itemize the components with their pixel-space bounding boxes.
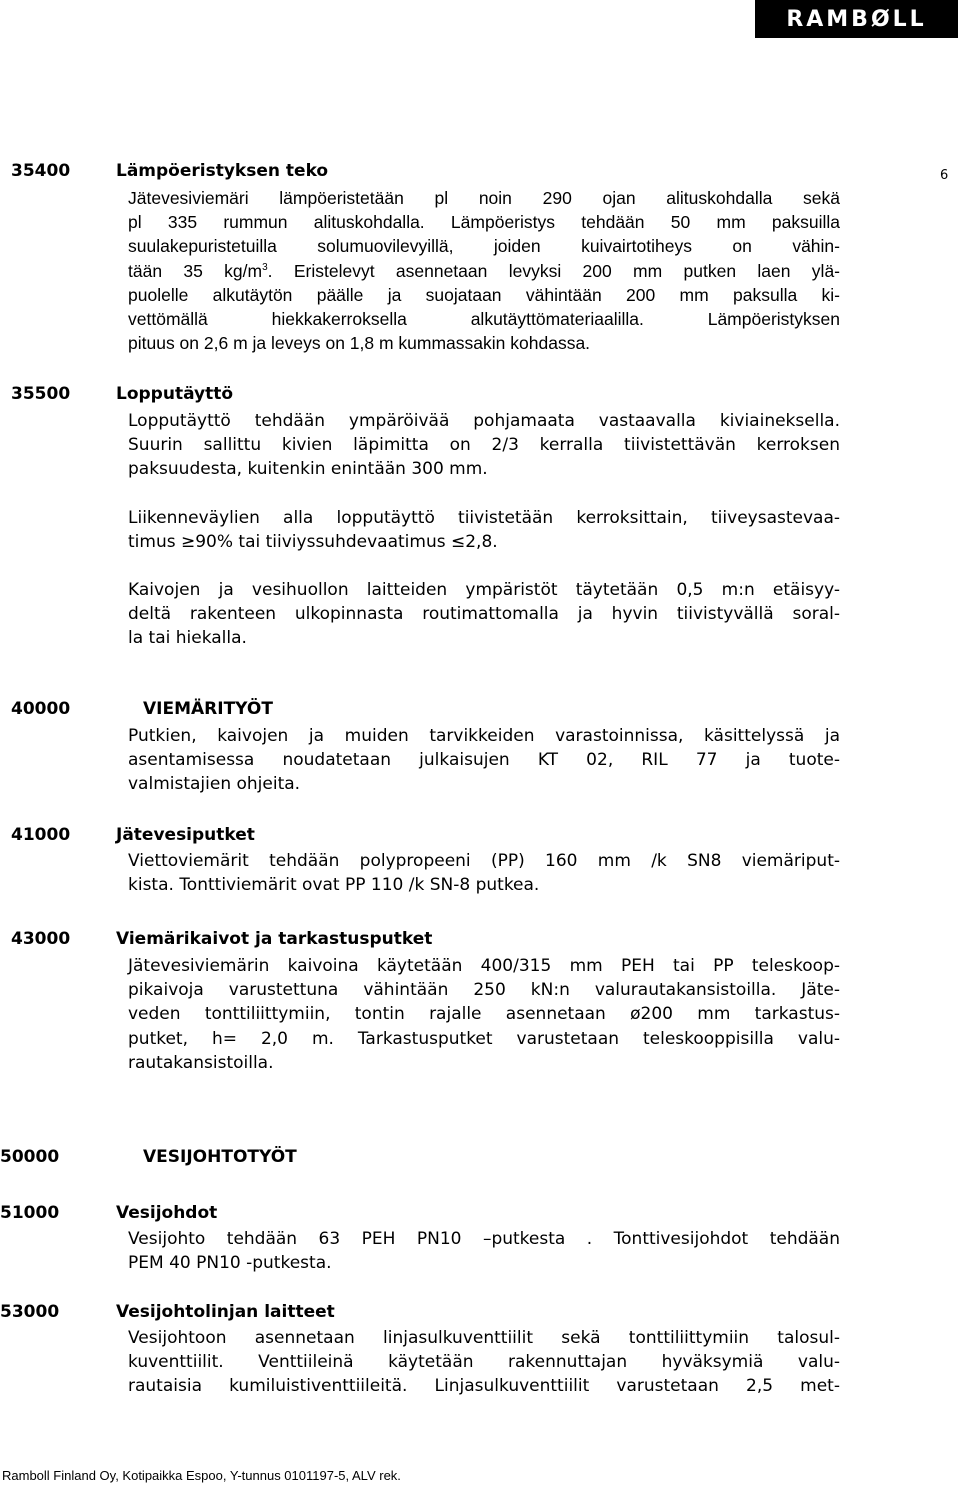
section-body-51000 bbox=[128, 1227, 840, 1275]
section-body-35500-p2 bbox=[128, 506, 840, 554]
text-line: deltä rakenteen ulkopinnasta routimattomalla ja hyvin tiivistyvällä soral- bbox=[128, 604, 840, 625]
section-title-41000: Jätevesiputket bbox=[116, 825, 255, 845]
text-line: PEM 40 PN10 -putkesta. bbox=[128, 1253, 332, 1274]
section-title-53000: Vesijohtolinjan laitteet bbox=[116, 1302, 335, 1322]
footer-company-info: Ramboll Finland Oy, Kotipaikka Espoo, Y-tunnus 0101197-5, ALV rek. bbox=[2, 1468, 401, 1483]
section-number-53000: 53000 bbox=[0, 1302, 60, 1322]
text-line: Viettoviemärit tehdään polypropeeni (PP) 160 mm /k SN8 viemäriput- bbox=[128, 851, 840, 871]
text-line: Kaivojen ja vesihuollon laitteiden ympäristöt täytetään 0,5 m:n etäisyy- bbox=[128, 580, 840, 600]
text-line: vettömällä hiekkakerroksella alkutäyttömateriaalilla. Lämpöeristyksen bbox=[128, 309, 840, 330]
text-line: asentamisessa noudatetaan julkaisujen KT 02, RIL 77 ja tuote- bbox=[128, 750, 840, 771]
text-line: timus ≥90% tai tiiviyssuhdevaatimus ≤2,8. bbox=[128, 532, 498, 553]
text-line: la tai hiekalla. bbox=[128, 628, 247, 649]
text-line: pl 335 rummun alituskohdalla. Lämpöeristys tehdään 50 mm paksuilla bbox=[128, 212, 840, 233]
section-body-53000 bbox=[128, 1326, 840, 1399]
section-number-35500: 35500 bbox=[11, 384, 71, 404]
text-line bbox=[128, 259, 840, 283]
text-line: Lopputäyttö tehdään ympäröivää pohjamaata vastaavalla kiviaineksella. bbox=[128, 411, 840, 431]
page-number: 6 bbox=[940, 168, 949, 183]
section-title-50000: VESIJOHTOTYÖT bbox=[143, 1147, 297, 1167]
section-body-35500-p1 bbox=[128, 409, 840, 482]
section-body-35500-p3 bbox=[128, 578, 840, 651]
section-number-35400: 35400 bbox=[11, 161, 71, 181]
text-line: Suurin sallittu kivien läpimitta on 2/3 kerralla tiivistettävän kerroksen bbox=[128, 435, 840, 456]
text-line: kista. Tonttiviemärit ovat PP 110 /k SN-8 putkea. bbox=[128, 875, 540, 896]
superscript: 3 bbox=[262, 261, 268, 273]
section-number-40000: 40000 bbox=[11, 699, 71, 719]
text-line: Vesijohto tehdään 63 PEH PN10 –putkesta . Tonttivesijohdot tehdään bbox=[128, 1229, 840, 1249]
text-line: Putkien, kaivojen ja muiden tarvikkeiden varastoinnissa, käsittelyssä ja bbox=[128, 726, 840, 746]
text-line: suulakepuristetuilla solumuovilevyillä, joiden kuivairtotiheys on vähin- bbox=[128, 236, 840, 257]
text-line: pituus on 2,6 m ja leveys on 1,8 m kummassakin kohdassa. bbox=[128, 333, 591, 354]
section-body-43000 bbox=[128, 954, 840, 1075]
text-line: valmistajien ohjeita. bbox=[128, 774, 301, 795]
section-title-35500: Lopputäyttö bbox=[116, 384, 234, 404]
section-title-40000: VIEMÄRITYÖT bbox=[143, 699, 273, 719]
section-title-51000: Vesijohdot bbox=[116, 1203, 218, 1223]
section-body-40000 bbox=[128, 724, 840, 797]
text-line: kuventtiilit. Venttiileinä käytetään rakennuttajan hyväksymiä valu- bbox=[128, 1352, 840, 1373]
text-line: rautakansistoilla. bbox=[128, 1052, 274, 1073]
section-number-43000: 43000 bbox=[11, 929, 71, 949]
text-line: paksuudesta, kuitenkin enintään 300 mm. bbox=[128, 459, 488, 480]
text-line: Liikenneväylien alla lopputäyttö tiivistetään kerroksittain, tiiveysastevaa- bbox=[128, 508, 840, 528]
text-fragment: . Eristelevyt asennetaan levyksi 200 mm putken laen ylä- bbox=[267, 260, 841, 281]
section-title-35400: Lämpöeristyksen teko bbox=[116, 161, 329, 181]
section-number-41000: 41000 bbox=[11, 825, 71, 845]
text-line: putket, h= 2,0 m. Tarkastusputket varustetaan teleskooppisilla valu- bbox=[128, 1028, 840, 1049]
text-fragment: tään 35 kg/m bbox=[128, 260, 263, 281]
text-line: Jätevesiviemäri lämpöeristetään pl noin 290 ojan alituskohdalla sekä bbox=[128, 188, 840, 208]
text-line: Jätevesiviemärin kaivoina käytetään 400/315 mm PEH tai PP teleskoop- bbox=[128, 956, 840, 976]
text-line: veden tonttiliittymiin, tontin rajalle asennetaan ø200 mm tarkastus- bbox=[128, 1004, 840, 1025]
text-line: puolelle alkutäytön päälle ja suojataan vähintään 200 mm paksulla ki- bbox=[128, 284, 840, 305]
section-number-51000: 51000 bbox=[0, 1203, 60, 1223]
text-line: Vesijohtoon asennetaan linjasulkuventtiilit sekä tonttiliittymiin talosul- bbox=[128, 1328, 840, 1348]
section-number-50000: 50000 bbox=[0, 1147, 60, 1167]
section-body-35400 bbox=[128, 186, 840, 355]
text-line: pikaivoja varustettuna vähintään 250 kN:n valurautakansistoilla. Jäte- bbox=[128, 980, 840, 1001]
text-line: rautaisia kumiluistiventtiileitä. Linjasulkuventtiilit varustetaan 2,5 met- bbox=[128, 1376, 840, 1397]
section-title-43000: Viemärikaivot ja tarkastusputket bbox=[116, 929, 433, 949]
section-body-41000 bbox=[128, 849, 840, 897]
ramboll-logo: RAMBØLL bbox=[755, 0, 958, 38]
